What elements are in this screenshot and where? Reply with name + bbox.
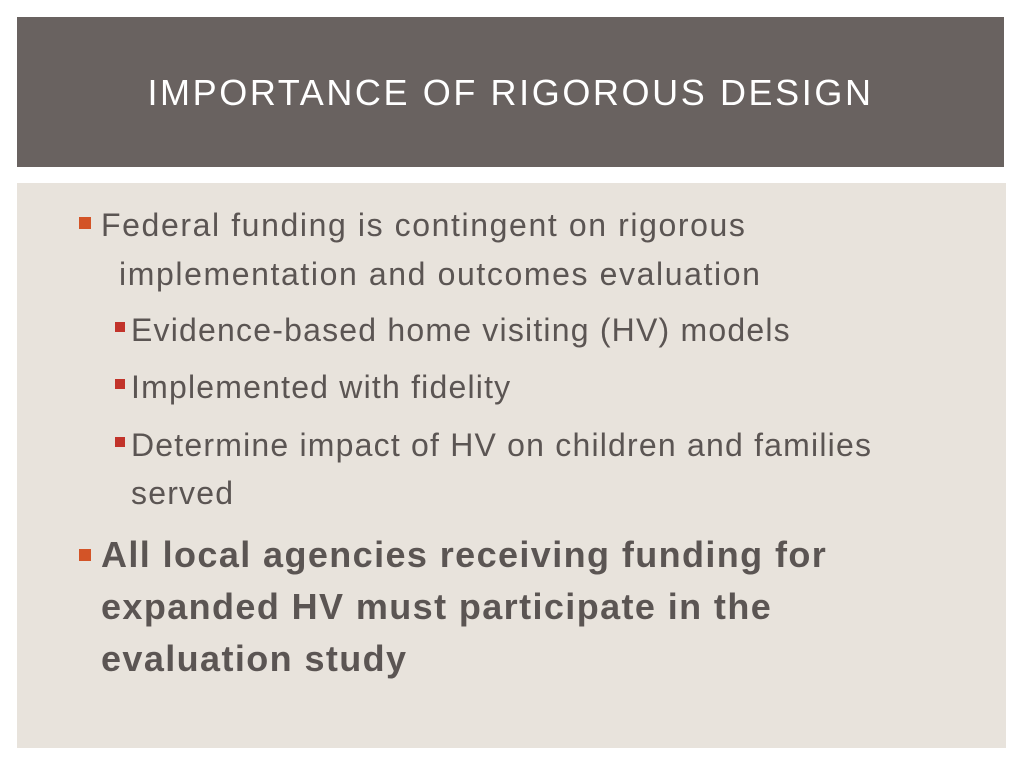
content-panel xyxy=(17,183,1006,748)
sub-bullet-item xyxy=(115,306,935,354)
sub-bullet-text: Implemented with fidelity xyxy=(131,369,512,405)
square-bullet-icon xyxy=(115,437,125,447)
square-bullet-icon xyxy=(79,549,91,561)
sub-bullet-text: Evidence-based home visiting (HV) models xyxy=(131,312,791,348)
slide-title: IMPORTANCE OF RIGOROUS DESIGN xyxy=(147,72,874,113)
title-bar xyxy=(17,17,1004,167)
bullet-item xyxy=(83,529,963,685)
sub-bullet-text: Determine impact of HV on children and families served xyxy=(131,427,873,511)
square-bullet-icon xyxy=(79,217,91,229)
bullet-text: Federal funding is contingent on rigorous implementation and outcomes evaluation xyxy=(101,207,762,292)
sub-bullet-item xyxy=(115,421,935,517)
sub-bullet-item xyxy=(115,363,935,411)
square-bullet-icon xyxy=(115,379,125,389)
bullet-text: All local agencies receiving funding for expanded HV must participate in the evaluation study xyxy=(101,534,828,679)
square-bullet-icon xyxy=(115,322,125,332)
bullet-item xyxy=(83,201,943,299)
